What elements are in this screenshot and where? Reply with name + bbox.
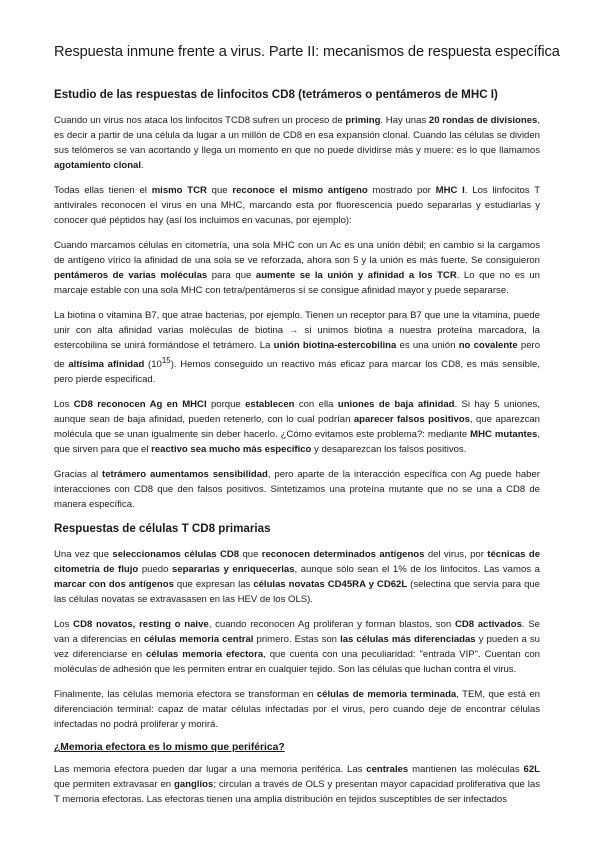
paragraph-naive-cd8: Los CD8 novatos, resting o naive, cuando reconocen Ag proliferan y forman blastos, son CD8 activados. Se van a diferencias en células memoria central primero. Estas son las células más diferenciadas y pueden a su vez diferenciarse en células memoria efectora, que cuenta con una peculiaridad: "entrada VIP". Cuentan con moléculas de adhesión que les permiten entrar en cualquier tejido. Son las células que luchan contra el virus. [54,619,540,676]
bold-term: aparecer falsos positivos [353,414,470,426]
bold-term: marcar con dos antígenos [54,579,174,591]
bold-term: células memoria central [143,634,254,646]
bold-term: agotamiento clonal [54,160,141,171]
bold-term: seleccionamos células CD8 [112,549,240,561]
section-heading-primary-cd8: Respuestas de células T CD8 primarias [54,522,271,536]
bold-term: establecen [245,399,295,411]
bold-term: 20 rondas de divisiones [428,115,538,126]
bold-term: MHC mutantes [470,429,538,441]
paragraph-central-vs-effector: Las memoria efectora pueden dar lugar a una memoria periférica. Las centrales mantienen las moléculas 62L que permiten extravasar en ganglios; circulan a través de OLS y presentan mayor capacidad proliferativa que las T memoria efectoras. Las efectoras tienen una amplia distribución en tejidos susceptibles de ser infectados [54,764,540,806]
bold-term: las células más diferenciadas [340,634,476,646]
paragraph-biotin: La biotina o vitamina B7, que atrae bacterias, por ejemplo. Tienen un receptor para B7 que une la vitamina, puede unir con alta afinidad varias moléculas de biotina → si unimos biotina a nuestra proteína marcadora, la estercobilina se unirá formándose el tetrámero. La unión biotina-estercobilina es una unión no covalente pero de altísima afinidad $(10^{15})$. Hemos conseguido un reactivo más eficaz para marcar los CD8, es más sensible, pero pierde especificad. [54,310,541,386]
bold-term: priming [345,115,381,126]
paragraph-mhc-mutants: Los CD8 reconocen Ag en MHCI porque establecen con ella uniones de baja afinidad. Si hay 5 uniones, aunque sean de baja afinidad, pueden retenerlo, con lo cual podrían aparecer falsos positivos, que aparezcan molécula que se unan igualmente sin deber hacerlo. ¿Cómo evitamos este problema?: mediante MHC mutantes, que sirven para que el reactivo sea mucho más específico y desaparezcan los falsos positivos. [54,399,540,456]
paragraph-same-tcr: Todas ellas tienen el mismo TCR que reconoce el mismo antígeno mostrado por MHC I. Los linfocitos T antivirales reconocen el virus en una MHC, marcando esta por fluorescencia puedo separarlas y estudiarlas y conocer qué péptidos hay (así los incluimos en vacunas, por ejemplo): [54,185,541,226]
bold-term: centrales [366,764,409,776]
bold-term: reactivo sea mucho más específico [151,444,312,456]
bold-term: CD8 novatos, resting o naive [73,619,209,631]
bold-term: células memoria efectora [145,649,264,661]
bold-term: células novatas CD45RA y CD62L [253,579,408,591]
bold-term: MHC I [435,185,465,196]
bold-term: mismo TCR [151,185,207,196]
section-heading-cd8-study: Estudio de las respuestas de linfocitos CD8 (tetrámeros o pentámeros de MHC I) [54,88,498,101]
bold-term: unión biotina-estercobilina [273,340,397,351]
paragraph-pentamers: Cuando marcamos células en citometría, una sola MHC con un Ac es una unión débil; en cambio si la cargamos de antígeno vírico la afinidad de una sola se ve reforzada, ahora son 5 y la unión es más fuerte. Se consiguieron pentámeros de varias moléculas para que aumente se la unión y afinidad a los TCR. Lo que no es un marcaje estable con una sola MHC con tetra/pentámeros sí se consigue afinidad mayor y puede separarse. [54,240,540,296]
paragraph-terminal-memory: Finalmente, las células memoria efectora se transforman en células de memoria terminada, TEM, que está en diferenciación terminal: capaz de matar células infectadas por el virus, pero cuando deje de encontrar células infectadas no podrá proliferar y morirá. [54,689,540,731]
bold-term: reconoce el mismo antígeno [232,185,368,196]
bold-term: ganglios [174,779,214,791]
document-title: Respuesta inmune frente a virus. Parte II: mecanismos de respuesta específica [54,44,560,60]
bold-term: uniones de baja afinidad [337,399,455,411]
subheading-effector-memory: ¿Memoria efectora es lo mismo que periférica? [54,742,285,754]
superscript: 15 [161,356,171,365]
bold-term: técnicas de citometría de flujo [54,549,541,576]
bold-term: pentámeros de varias moléculas [54,270,208,281]
bold-term: 62L [523,764,540,776]
bold-term: tetrámero aumentamos sensibilidad [102,469,268,481]
bold-term: separarlas y enriquecerlas [172,564,295,576]
bold-term: CD8 reconocen Ag en MHCI [73,399,207,411]
paragraph-tetramer-sensitivity: Gracias al tetrámero aumentamos sensibilidad, pero aparte de la interacción específica con Ag puede haber interacciones con CD8 que den falsos positivos. Sintetizamos una proteína mutante que no se una a CD8 de manera específica. [54,469,540,511]
bold-term: células de memoria terminada [316,689,457,701]
bold-term: reconocen determinados antígenos [261,549,425,561]
bold-term: CD8 activados [454,619,522,631]
bold-term: no covalente [458,340,518,351]
bold-term: aumente se la unión y afinidad a los TCR [255,270,457,281]
bold-term: altísima afinidad [68,359,145,371]
paragraph-priming: Cuando un virus nos ataca los linfocitos TCD8 sufren un proceso de priming. Hay unas 20 rondas de divisiones, es decir a partir de una célula da lugar a un millón de CD8 en esa expansión clonal. Cuando las células se dividen sus telómeros se van acortando y llega un momento en que no puede dividirse más y muere: es lo que llamamos agotamiento clonal. [54,115,540,171]
paragraph-selection: Una vez que seleccionamos células CD8 que reconocen determinados antígenos del virus, por técnicas de citometría de flujo puedo separarlas y enriquecerlas, aunque sólo sean el 1% de los linfocitos. Las vamos a marcar con dos antígenos que expresan las células novatas CD45RA y CD62L (selectina que servía para que las células novatas se extravasasen en las HEV de los OLS). [54,549,541,606]
